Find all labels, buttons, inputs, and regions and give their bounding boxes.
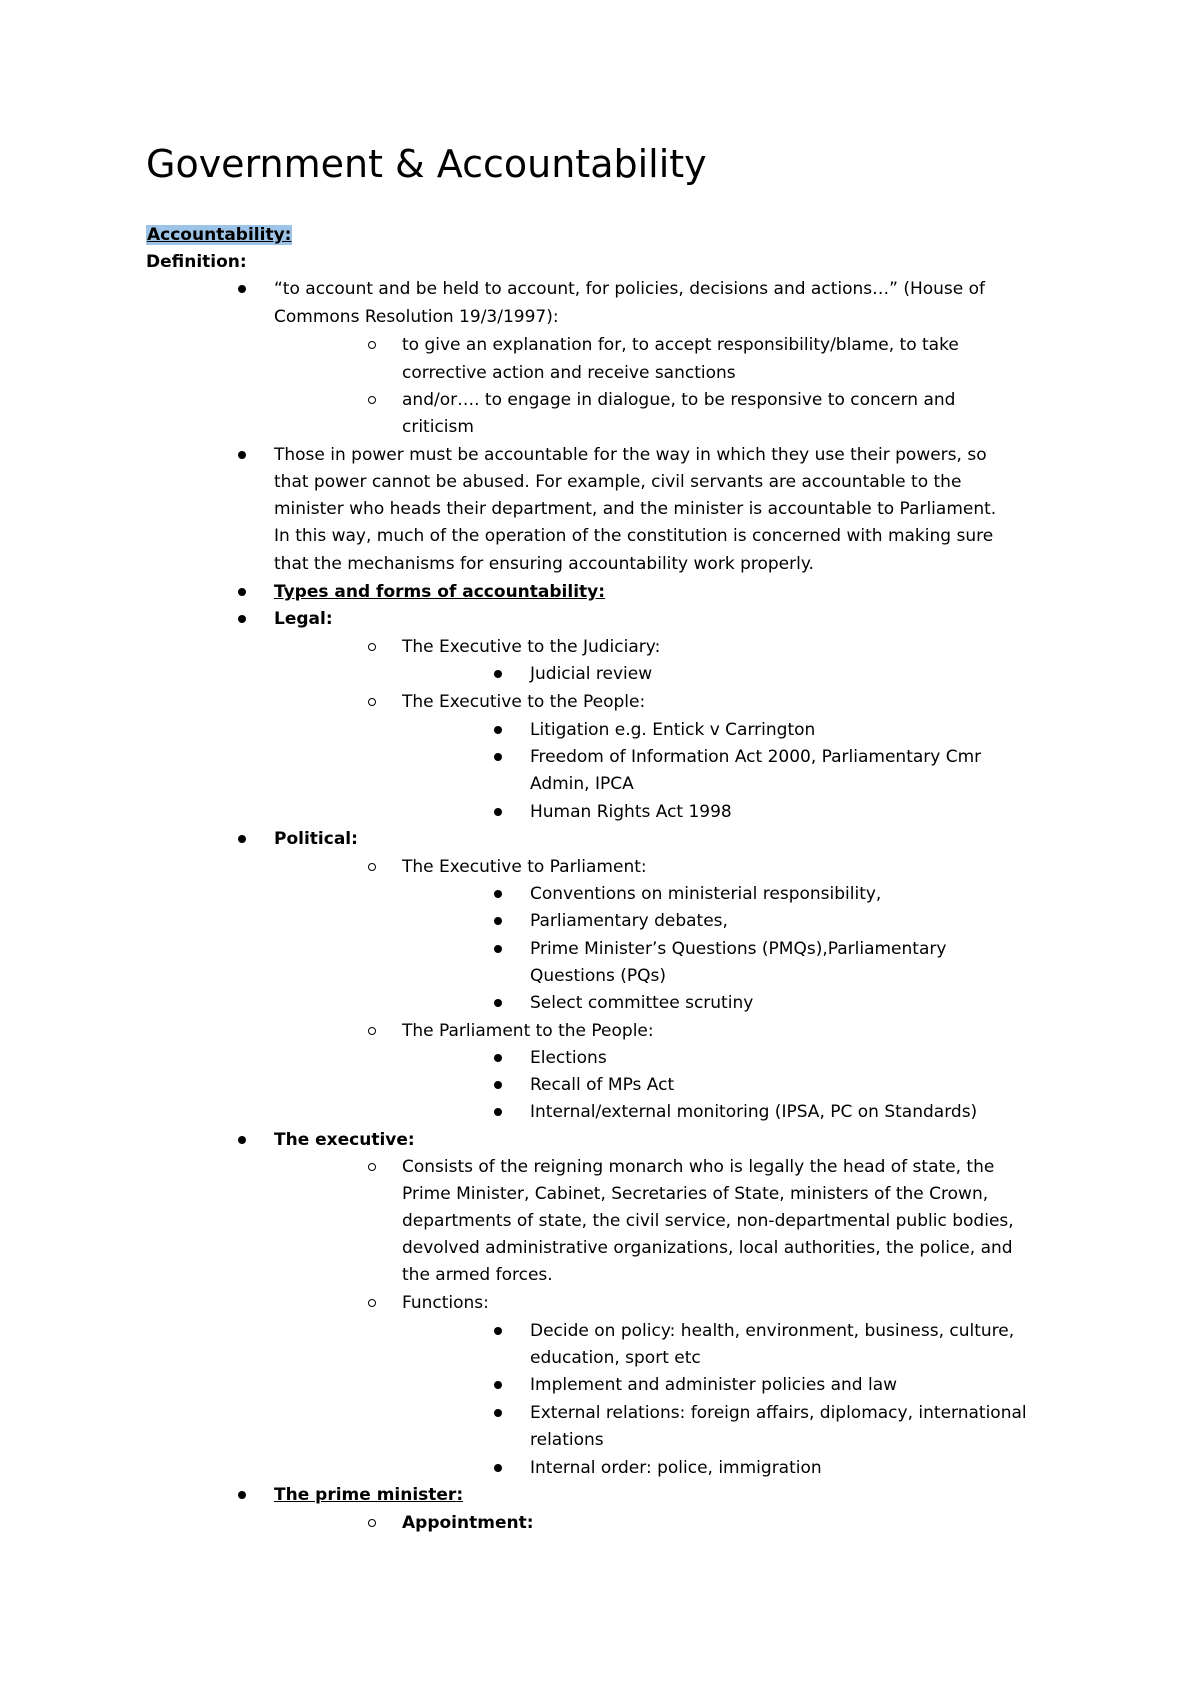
- definition-quote-line: “to account and be held to account, for policies, decisions and actions…” (House of: [274, 279, 986, 299]
- bullet-dot: [494, 753, 502, 761]
- accountability-heading-text: Accountability:: [147, 225, 292, 245]
- document-title: Government & Accountability: [146, 142, 707, 186]
- bullet-ring: [368, 396, 376, 404]
- bullet-ring: [368, 863, 376, 871]
- definition-sub-line: to give an explanation for, to accept responsibility/blame, to take: [402, 335, 959, 355]
- bullet-dot: [494, 999, 502, 1007]
- power-paragraph-line: Those in power must be accountable for the way in which they use their powers, so: [274, 445, 987, 465]
- definition-sub-line: corrective action and receive sanctions: [402, 363, 736, 383]
- executive-consists-line: devolved administrative organizations, local authorities, the police, and: [402, 1238, 1013, 1258]
- political-subitem: Questions (PQs): [530, 966, 667, 986]
- executive-consists-line: departments of state, the civil service, non-departmental public bodies,: [402, 1211, 1014, 1231]
- bullet-ring: [368, 698, 376, 706]
- legal-heading: Legal:: [274, 609, 333, 629]
- bullet-dot: [494, 1081, 502, 1089]
- political-subitem: Prime Minister’s Questions (PMQs),Parliamentary: [530, 939, 947, 959]
- prime-minister-heading: The prime minister:: [274, 1485, 464, 1505]
- political-subitem: Conventions on ministerial responsibility,: [530, 884, 882, 904]
- bullet-dot: [494, 890, 502, 898]
- bullet-dot: [494, 726, 502, 734]
- power-paragraph-line: In this way, much of the operation of the constitution is concerned with making sure: [274, 526, 994, 546]
- bullet-ring: [368, 1027, 376, 1035]
- bullet-dot: [494, 1464, 502, 1472]
- definition-quote-line: Commons Resolution 19/3/1997):: [274, 307, 559, 327]
- executive-function-item: Decide on policy: health, environment, business, culture,: [530, 1321, 1015, 1341]
- executive-consists-line: Consists of the reigning monarch who is legally the head of state, the: [402, 1157, 995, 1177]
- definition-heading: Definition:: [146, 252, 247, 272]
- bullet-dot: [494, 1327, 502, 1335]
- definition-sub-line: and/or…. to engage in dialogue, to be responsive to concern and: [402, 390, 956, 410]
- legal-subitem: Judicial review: [530, 664, 653, 684]
- bullet-ring: [368, 341, 376, 349]
- political-item: The Executive to Parliament:: [402, 857, 647, 877]
- executive-consists-line: Prime Minister, Cabinet, Secretaries of State, ministers of the Crown,: [402, 1184, 989, 1204]
- bullet-dot: [494, 1381, 502, 1389]
- bullet-dot: [238, 451, 246, 459]
- bullet-dot: [238, 615, 246, 623]
- executive-function-item: Internal order: police, immigration: [530, 1458, 822, 1478]
- political-subitem: Recall of MPs Act: [530, 1075, 675, 1095]
- legal-subitem: Litigation e.g. Entick v Carrington: [530, 720, 816, 740]
- bullet-dot: [494, 1108, 502, 1116]
- executive-function-item: External relations: foreign affairs, diplomacy, international: [530, 1403, 1027, 1423]
- bullet-dot: [494, 1409, 502, 1417]
- bullet-ring: [368, 1163, 376, 1171]
- executive-functions: Functions:: [402, 1293, 489, 1313]
- executive-function-item: Implement and administer policies and law: [530, 1375, 898, 1395]
- legal-item: The Executive to the Judiciary:: [402, 637, 661, 657]
- bullet-dot: [494, 808, 502, 816]
- political-heading: Political:: [274, 829, 358, 849]
- power-paragraph-line: minister who heads their department, and the minister is accountable to Parliament.: [274, 499, 997, 519]
- bullet-dot: [494, 917, 502, 925]
- bullet-dot: [238, 1491, 246, 1499]
- legal-subitem: Admin, IPCA: [530, 774, 634, 794]
- power-paragraph-line: that power cannot be abused. For example, civil servants are accountable to the: [274, 472, 962, 492]
- bullet-ring: [368, 1299, 376, 1307]
- bullet-ring: [368, 1519, 376, 1527]
- accountability-heading: [146, 222, 292, 249]
- power-paragraph-line: that the mechanisms for ensuring accountability work properly.: [274, 554, 814, 574]
- bullet-dot: [238, 285, 246, 293]
- political-item: The Parliament to the People:: [402, 1021, 654, 1041]
- political-subitem: Elections: [530, 1048, 607, 1068]
- executive-function-item: relations: [530, 1430, 604, 1450]
- types-heading: Types and forms of accountability:: [274, 582, 606, 602]
- legal-subitem: Human Rights Act 1998: [530, 802, 732, 822]
- bullet-dot: [238, 588, 246, 596]
- political-subitem: Select committee scrutiny: [530, 993, 754, 1013]
- executive-function-item: education, sport etc: [530, 1348, 701, 1368]
- bullet-ring: [368, 643, 376, 651]
- executive-consists-line: the armed forces.: [402, 1265, 553, 1285]
- bullet-dot: [238, 835, 246, 843]
- appointment-heading: Appointment:: [402, 1513, 534, 1533]
- definition-sub-line: criticism: [402, 417, 474, 437]
- bullet-dot: [494, 1054, 502, 1062]
- legal-item: The Executive to the People:: [402, 692, 646, 712]
- political-subitem: Parliamentary debates,: [530, 911, 728, 931]
- executive-heading: The executive:: [274, 1130, 415, 1150]
- bullet-dot: [494, 945, 502, 953]
- political-subitem: Internal/external monitoring (IPSA, PC on Standards): [530, 1102, 978, 1122]
- bullet-dot: [494, 670, 502, 678]
- legal-subitem: Freedom of Information Act 2000, Parliamentary Cmr: [530, 747, 982, 767]
- bullet-dot: [238, 1136, 246, 1144]
